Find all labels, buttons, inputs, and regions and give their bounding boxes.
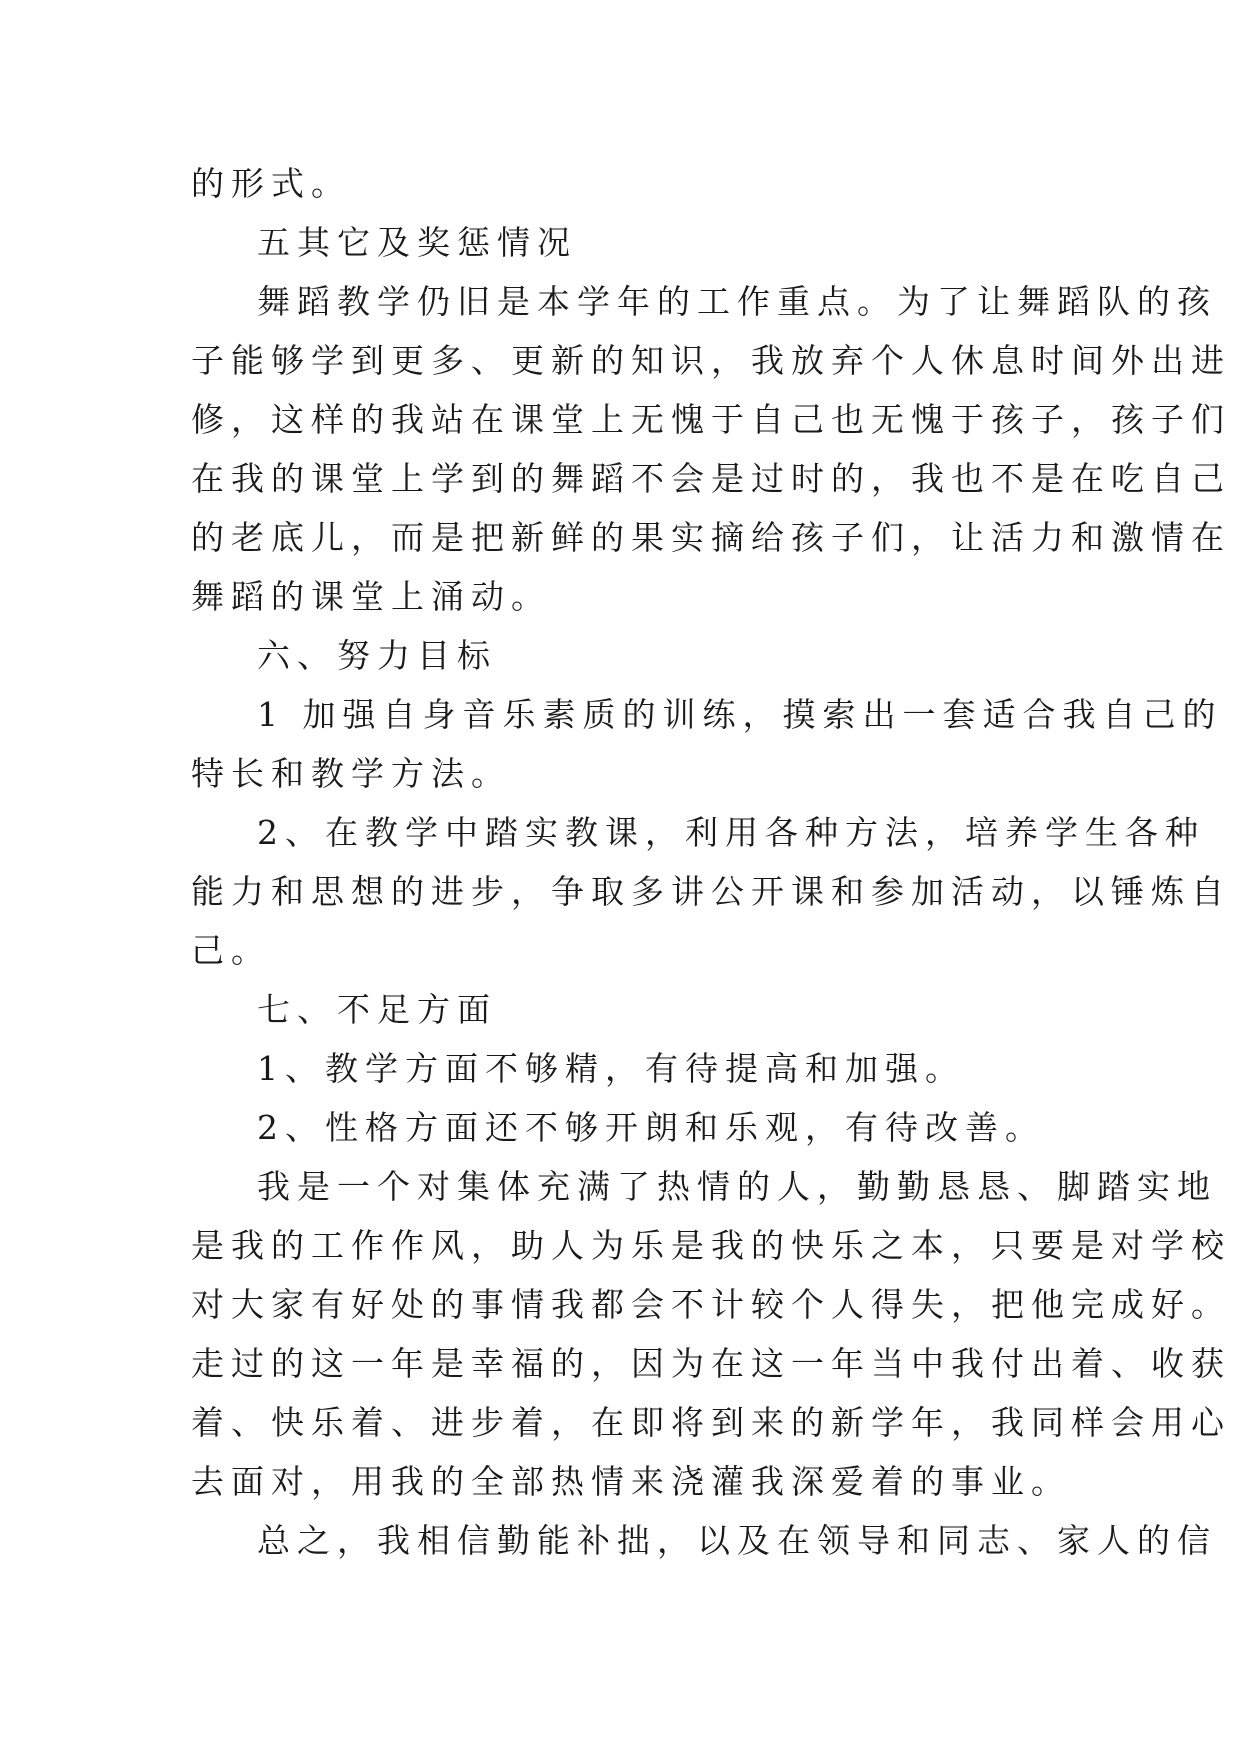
text-line: 修，这样的我站在课堂上无愧于自己也无愧于孩子，孩子们 [191, 400, 1231, 439]
text-line: 舞蹈的课堂上涌动。 [191, 577, 551, 616]
text-line: 我是一个对集体充满了热情的人，勤勤恳恳、脚踏实地 [257, 1167, 1217, 1206]
text-line: 的形式。 [191, 164, 351, 203]
text-line: 七、不足方面 [257, 990, 497, 1029]
text-line: 舞蹈教学仍旧是本学年的工作重点。为了让舞蹈队的孩 [257, 282, 1217, 321]
text-line: 走过的这一年是幸福的，因为在这一年当中我付出着、收获 [191, 1344, 1231, 1383]
text-line: 2、在教学中踏实教课，利用各种方法，培养学生各种 [257, 813, 1205, 852]
text-line: 1、教学方面不够精，有待提高和加强。 [257, 1049, 965, 1088]
text-line: 子能够学到更多、更新的知识，我放弃个人休息时间外出进 [191, 341, 1231, 380]
text-line: 去面对，用我的全部热情来浇灌我深爱着的事业。 [191, 1462, 1071, 1501]
text-line: 在我的课堂上学到的舞蹈不会是过时的，我也不是在吃自己 [191, 459, 1231, 498]
text-line: 的老底儿，而是把新鲜的果实摘给孩子们，让活力和激情在 [191, 518, 1231, 557]
document-body [191, 154, 1231, 1570]
text-line: 着、快乐着、进步着，在即将到来的新学年，我同样会用心 [191, 1403, 1231, 1442]
text-line: 对大家有好处的事情我都会不计较个人得失，把他完成好。 [191, 1285, 1231, 1324]
text-line: 能力和思想的进步，争取多讲公开课和参加活动，以锤炼自 [191, 872, 1231, 911]
text-line: 特长和教学方法。 [191, 754, 511, 793]
text-line: 五其它及奖惩情况 [257, 223, 577, 262]
text-line: 六、努力目标 [257, 636, 497, 675]
text-line: 己。 [191, 931, 271, 970]
text-line: 总之，我相信勤能补拙，以及在领导和同志、家人的信 [257, 1521, 1217, 1560]
text-line: 是我的工作作风，助人为乐是我的快乐之本，只要是对学校 [191, 1226, 1231, 1265]
text-line: 2、性格方面还不够开朗和乐观，有待改善。 [257, 1108, 1045, 1147]
text-line: 1 加强自身音乐素质的训练，摸索出一套适合我自己的 [257, 695, 1223, 734]
